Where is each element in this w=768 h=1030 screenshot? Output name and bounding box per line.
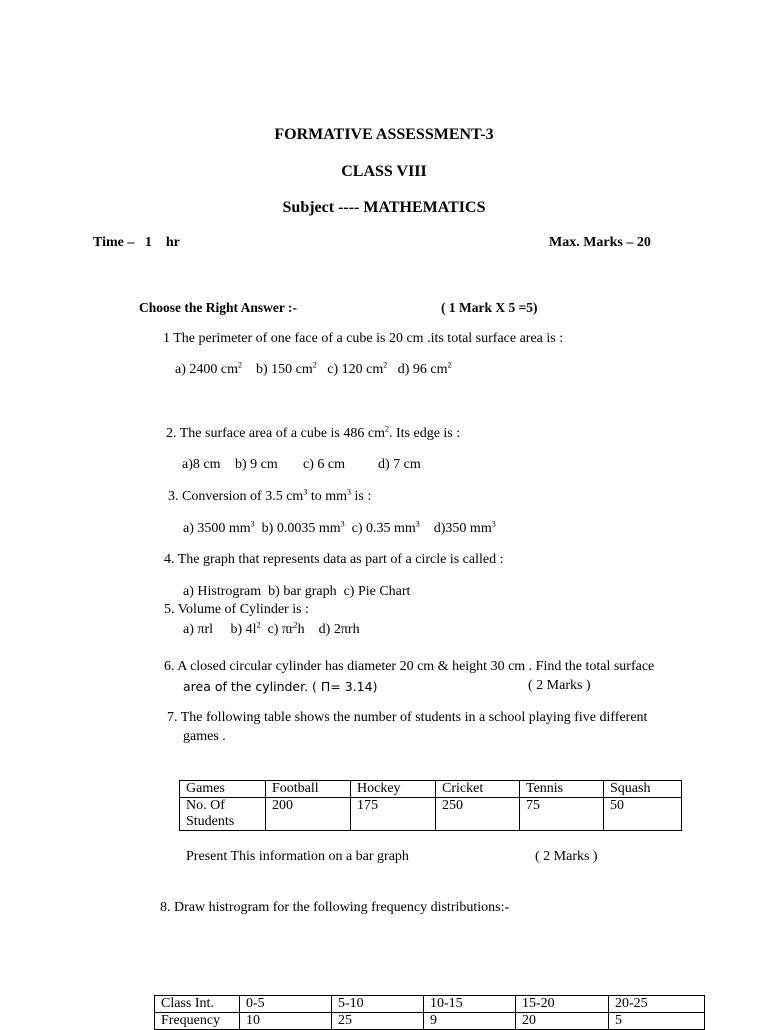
- question-8: 8. Draw histrogram for the following frequency distributions:-: [160, 900, 510, 915]
- table-row: [180, 781, 682, 798]
- table-header-cell: Games: [180, 781, 266, 798]
- q5-option-d: d) 2πrh: [318, 622, 360, 637]
- table-cell: 175: [351, 798, 436, 831]
- q2-option-c: c) 6 cm: [303, 457, 345, 472]
- table-row-label: No. Of Students: [180, 798, 266, 831]
- table-header-cell: 10-15: [424, 996, 516, 1013]
- q2-option-a: a)8 cm: [182, 457, 221, 472]
- table-header-cell: 20-25: [609, 996, 705, 1013]
- question-3: 3. Conversion of 3.5 $cm^3$ to $mm^3$ is :: [168, 487, 372, 504]
- table-row: [155, 996, 705, 1013]
- table-header-cell: Class Int.: [155, 996, 240, 1013]
- question-7-marks: ( 2 Marks ): [535, 849, 598, 864]
- max-marks-label: Max. Marks – 20: [549, 235, 651, 250]
- q3-option-a: a) 3500 mm: [183, 521, 251, 536]
- q1-option-c: c) 120 cm: [327, 362, 384, 377]
- paper-title: FORMATIVE ASSESSMENT-3: [274, 126, 494, 143]
- table-cell: 200: [266, 798, 351, 831]
- table-cell: 5: [609, 1013, 705, 1030]
- section-heading: Choose the Right Answer :-: [139, 300, 297, 315]
- q4-option-a: a) Histrogram: [183, 584, 262, 599]
- question-6-marks: ( 2 Marks ): [528, 678, 591, 693]
- time-label: Time – 1 hr: [93, 235, 180, 250]
- q5-option-c: c) $\pi r^2h$: [267, 620, 305, 637]
- question-3-options: a) 3500 $mm^3$ b) 0.0035 $mm^3$ c) 0.35 $mm^3$ d)350 $mm^3$: [183, 519, 496, 536]
- table-header-cell: Squash: [604, 781, 682, 798]
- question-2: 2. The surface area of a cube is 486 $cm^2$. Its edge is :: [166, 424, 461, 441]
- table-cell: 75: [520, 798, 604, 831]
- question-7-instruction: Present This information on a bar graph: [186, 849, 409, 864]
- question-1-options: a) 2400 $cm^2$ b) 150 $cm^2$ c) 120 $cm^2$ d) 96 $cm^2$: [175, 360, 452, 377]
- table-cell: 250: [436, 798, 520, 831]
- q5-option-b: b) 4l: [230, 622, 257, 637]
- table-header-cell: Hockey: [351, 781, 436, 798]
- table-header-cell: Football: [266, 781, 351, 798]
- table-header-cell: Cricket: [436, 781, 520, 798]
- q1-option-d: d) 96 cm: [397, 362, 448, 377]
- question-5: 5. Volume of Cylinder is :: [164, 602, 309, 617]
- table-row: [155, 1013, 705, 1030]
- class-line: CLASS VIII: [341, 163, 427, 180]
- question-5-options: a) πrl b) $4l^2$ c) $\pi r^2h$ d) 2πrh: [183, 620, 360, 637]
- subject-line: Subject ---- MATHEMATICS: [282, 199, 486, 216]
- table-cell: 25: [332, 1013, 424, 1030]
- question-4-options: [183, 584, 410, 600]
- q4-option-c: c) Pie Chart: [343, 584, 411, 599]
- q1-option-b: b) 150 cm: [255, 362, 313, 377]
- games-table: [179, 780, 682, 831]
- question-1: 1 The perimeter of one face of a cube is 20 cm .its total surface area is :: [163, 331, 564, 346]
- q1-option-a: a) 2400 cm: [175, 362, 238, 377]
- table-header-cell: 5-10: [332, 996, 424, 1013]
- frequency-table: [154, 995, 705, 1030]
- q3-option-d: d)350 mm: [433, 521, 492, 536]
- table-cell: 20: [516, 1013, 609, 1030]
- table-cell: 9: [424, 1013, 516, 1030]
- question-7: 7. The following table shows the number of students in a school playing five different: [167, 710, 648, 725]
- table-row-label: Frequency: [155, 1013, 240, 1030]
- question-6: 6. A closed circular cylinder has diameter 20 cm & height 30 cm . Find the total surface: [164, 659, 655, 674]
- table-cell: 50: [604, 798, 682, 831]
- q2-option-d: d) 7 cm: [378, 457, 421, 472]
- table-row: [180, 798, 682, 831]
- q2-option-b: b) 9 cm: [235, 457, 278, 472]
- table-header-cell: 15-20: [516, 996, 609, 1013]
- table-header-cell: 0-5: [240, 996, 332, 1013]
- table-header-cell: Tennis: [520, 781, 604, 798]
- question-7-continued: games .: [183, 729, 226, 744]
- question-4: 4. The graph that represents data as part of a circle is called :: [164, 552, 504, 567]
- table-cell: 10: [240, 1013, 332, 1030]
- question-6-continued: area of the cylinder. ( Π= 3.14): [183, 679, 378, 694]
- q3-option-c: c) 0.35 mm: [351, 521, 416, 536]
- q5-option-a: a) πrl: [183, 622, 213, 637]
- q3-option-b: b) 0.0035 mm: [261, 521, 341, 536]
- q4-option-b: b) bar graph: [268, 584, 337, 599]
- section-marks: ( 1 Mark X 5 =5): [441, 300, 538, 315]
